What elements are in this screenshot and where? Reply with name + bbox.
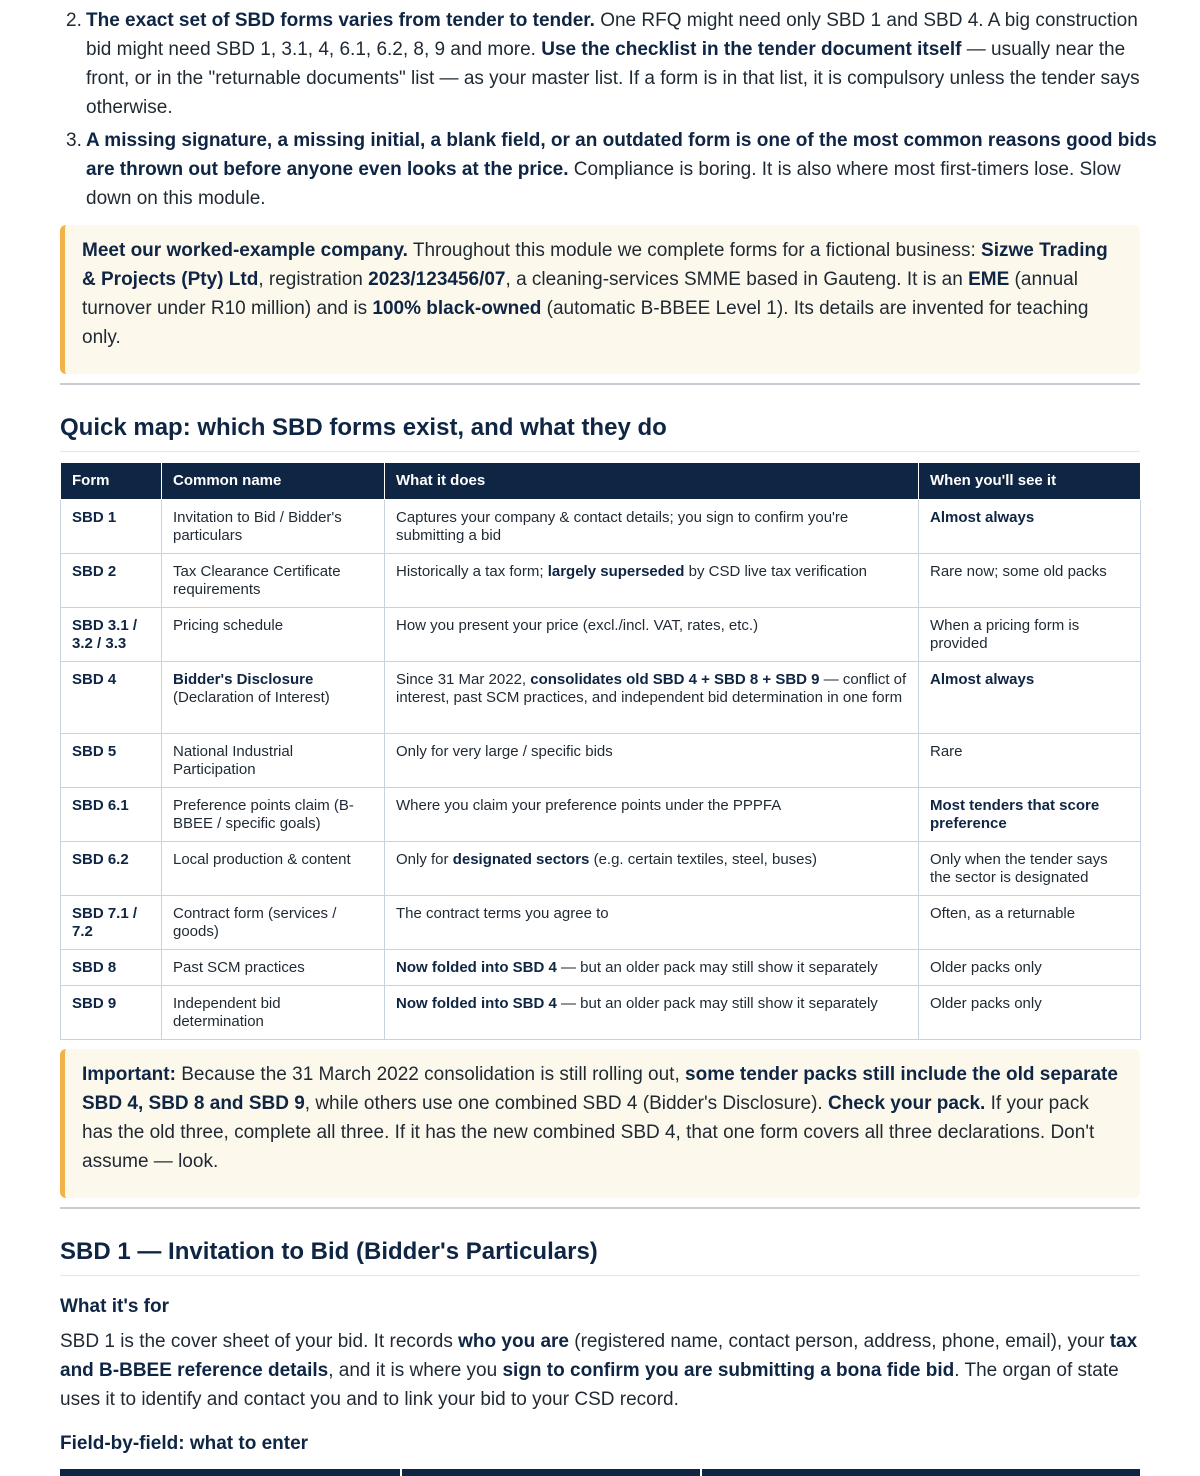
does-cell: Captures your company & contact details; you sign to confirm you're submitting a bid xyxy=(385,500,919,554)
table-row xyxy=(61,842,1141,896)
table-row xyxy=(61,608,1141,662)
when-cell: Almost always xyxy=(919,500,1141,554)
name-cell: Bidder's Disclosure (Declaration of Interest) xyxy=(162,662,385,734)
form-cell: SBD 9 xyxy=(61,986,162,1040)
table-row xyxy=(61,662,1141,734)
does-cell: Since 31 Mar 2022, consolidates old SBD 4 + SBD 8 + SBD 9 — conflict of interest, past SCM practices, and independent bid determination in one form xyxy=(385,662,919,734)
name-cell: Pricing schedule xyxy=(162,608,385,662)
when-cell: Rare xyxy=(919,734,1141,788)
name-cell: Independent bid determination xyxy=(162,986,385,1040)
sbd-forms-table xyxy=(60,462,1141,1040)
name-cell: Past SCM practices xyxy=(162,950,385,986)
section-heading: SBD 1 — Invitation to Bid (Bidder's Particulars) xyxy=(60,1238,598,1265)
heading-underline xyxy=(60,451,1140,452)
table-row xyxy=(61,554,1141,608)
when-cell: When a pricing form is provided xyxy=(919,608,1141,662)
subsection-heading: What it's for xyxy=(60,1296,170,1317)
column-header: What it does xyxy=(385,463,919,500)
form-cell: SBD 6.2 xyxy=(61,842,162,896)
form-cell: SBD 3.1 / 3.2 / 3.3 xyxy=(61,608,162,662)
column-divider xyxy=(700,1469,702,1476)
name-cell: National Industrial Participation xyxy=(162,734,385,788)
table-header-row xyxy=(61,463,1141,500)
when-cell: Almost always xyxy=(919,662,1141,734)
column-header: When you'll see it xyxy=(919,463,1141,500)
list-item: 3. A missing signature, a missing initial, a blank field, or an outdated form is one of the most common reasons good bids are thrown out before anyone even looks at the price. Compliance is boring. It is also where most first-timers lose. Slow down on this module. xyxy=(66,130,1157,209)
table-header-strip xyxy=(60,1469,1140,1476)
when-cell: Often, as a returnable xyxy=(919,896,1141,950)
when-cell: Rare now; some old packs xyxy=(919,554,1141,608)
heading-underline xyxy=(60,1275,1140,1276)
table-row xyxy=(61,734,1141,788)
name-cell: Tax Clearance Certificate requirements xyxy=(162,554,385,608)
does-cell: Where you claim your preference points under the PPPFA xyxy=(385,788,919,842)
does-cell: Only for very large / specific bids xyxy=(385,734,919,788)
when-cell: Older packs only xyxy=(919,950,1141,986)
name-cell: Preference points claim (B-BBEE / specific goals) xyxy=(162,788,385,842)
list-item: 2. The exact set of SBD forms varies from tender to tender. One RFQ might need only SBD 1 and SBD 4. A big construction bid might need SBD 1, 3.1, 4, 6.1, 6.2, 8, 9 and more. Use the checklist in the tender document itself — usually near the front, or in the "returnable documents" list — as your master list. If a form is in that list, it is compulsory unless the tender says otherwise. xyxy=(66,10,1140,118)
does-cell: Only for designated sectors (e.g. certain textiles, steel, buses) xyxy=(385,842,919,896)
worked-example-callout: Meet our worked-example company. Throughout this module we complete forms for a fictional business: Sizwe Trading & Projects (Pty) Ltd, registration 2023/123456/07, a cleaning-services SMME based in Gauteng. It is an EME (annual turnover under R10 million) and is 100% black-owned (automatic B-BBEE Level 1). Its details are invented for teaching only. xyxy=(60,225,1140,374)
form-cell: SBD 8 xyxy=(61,950,162,986)
table-row xyxy=(61,950,1141,986)
form-cell: SBD 7.1 / 7.2 xyxy=(61,896,162,950)
table-row xyxy=(61,500,1141,554)
column-header: Common name xyxy=(162,463,385,500)
section-heading: Quick map: which SBD forms exist, and what they do xyxy=(60,414,667,441)
emphasis: Use the checklist in the tender document itself xyxy=(541,39,962,60)
name-cell: Local production & content xyxy=(162,842,385,896)
when-cell: Older packs only xyxy=(919,986,1141,1040)
form-cell: SBD 6.1 xyxy=(61,788,162,842)
when-cell: Most tenders that score preference xyxy=(919,788,1141,842)
does-cell: Now folded into SBD 4 — but an older pack may still show it separately xyxy=(385,950,919,986)
section-divider xyxy=(60,1207,1140,1209)
column-divider xyxy=(400,1469,402,1476)
form-cell: SBD 5 xyxy=(61,734,162,788)
column-header: Form xyxy=(61,463,162,500)
table-row xyxy=(61,788,1141,842)
section-divider xyxy=(60,383,1140,385)
does-cell: Now folded into SBD 4 — but an older pack may still show it separately xyxy=(385,986,919,1040)
form-cell: SBD 2 xyxy=(61,554,162,608)
name-cell: Contract form (services / goods) xyxy=(162,896,385,950)
does-cell: The contract terms you agree to xyxy=(385,896,919,950)
subsection-heading: Field-by-field: what to enter xyxy=(60,1433,309,1454)
emphasis: A missing signature, a missing initial, a blank field, or an outdated form is one of the most common reasons good bids are thrown out before anyone even looks at the price. xyxy=(86,130,1157,180)
does-cell: Historically a tax form; largely superseded by CSD live tax verification xyxy=(385,554,919,608)
important-callout: Important: Because the 31 March 2022 consolidation is still rolling out, some tender packs still include the old separate SBD 4, SBD 8 and SBD 9, while others use one combined SBD 4 (Bidder's Disclosure). Check your pack. If your pack has the old three, complete all three. If it has the new combined SBD 4, that one form covers all three declarations. Don't assume — look. xyxy=(60,1049,1140,1198)
form-cell: SBD 1 xyxy=(61,500,162,554)
name-cell: Invitation to Bid / Bidder's particulars xyxy=(162,500,385,554)
body-paragraph: SBD 1 is the cover sheet of your bid. It records who you are (registered name, contact person, address, phone, email), your tax and B-BBEE reference details, and it is where you sign to confirm you are submitting a bona fide bid. The organ of state uses it to identify and contact you and to link your bid to your CSD record. xyxy=(60,1331,1138,1410)
table-row xyxy=(61,896,1141,950)
form-cell: SBD 4 xyxy=(61,662,162,734)
when-cell: Only when the tender says the sector is designated xyxy=(919,842,1141,896)
table-row xyxy=(61,986,1141,1040)
does-cell: How you present your price (excl./incl. VAT, rates, etc.) xyxy=(385,608,919,662)
emphasis: The exact set of SBD forms varies from tender to tender. xyxy=(86,10,595,31)
